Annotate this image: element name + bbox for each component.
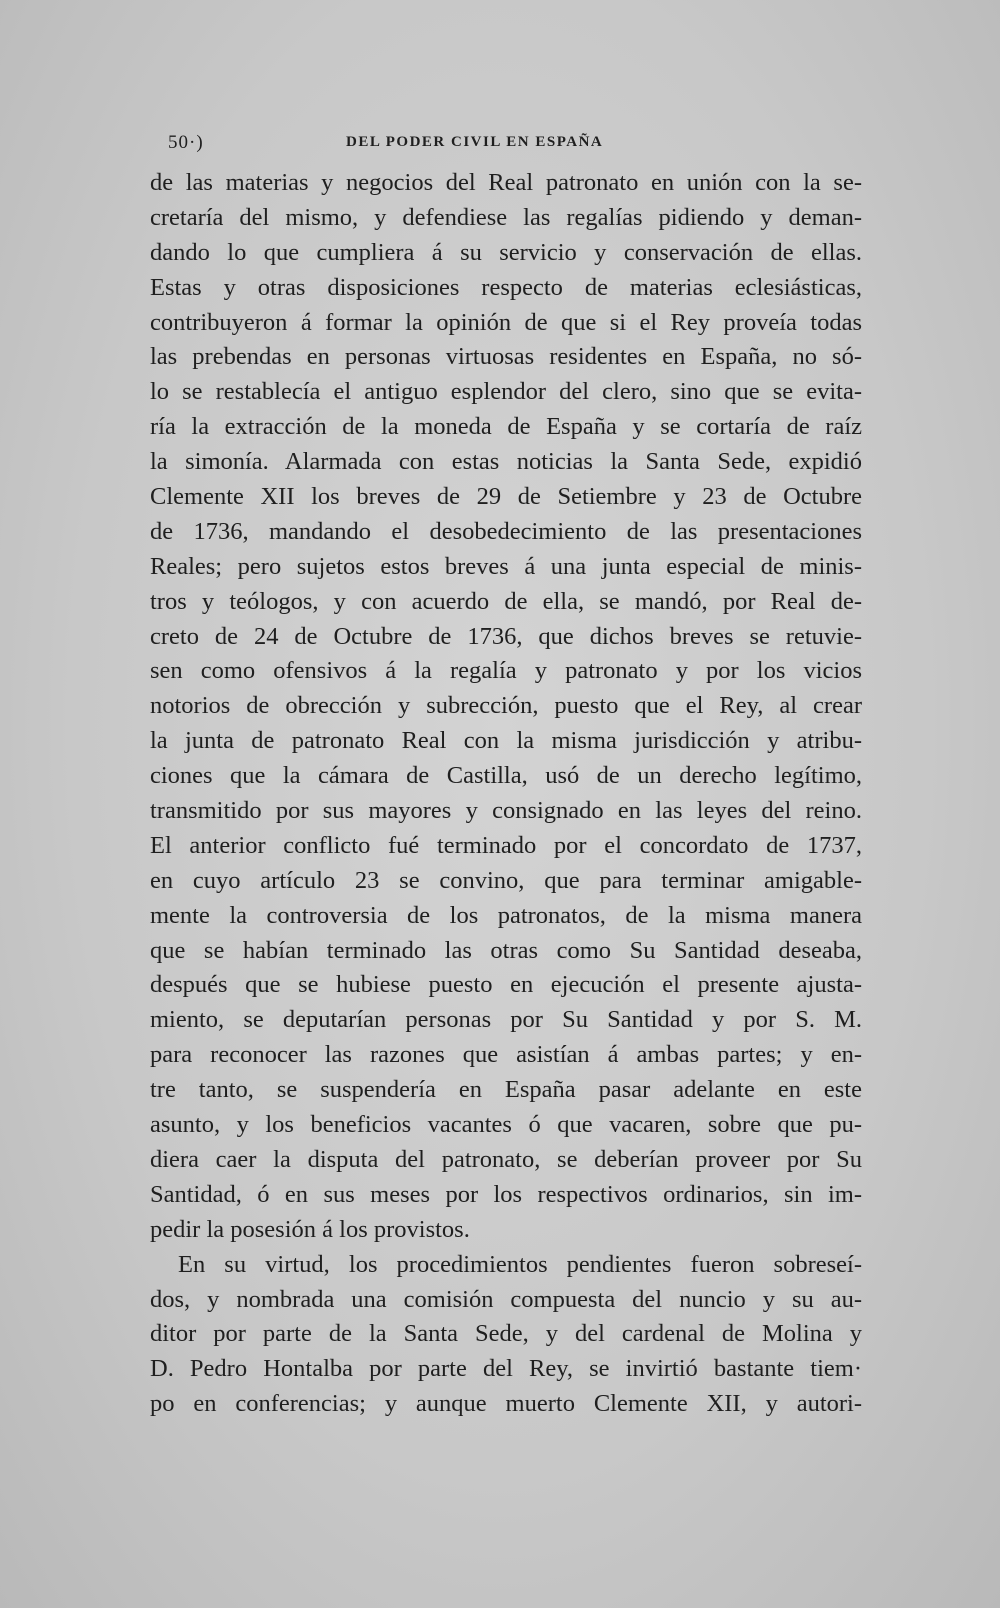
text-line: Santidad, ó en sus meses por los respectivos ordinarios, sin im-: [150, 1180, 862, 1208]
paragraph-start-line: En su virtud, los procedimientos pendientes fueron sobreseí-: [178, 1250, 862, 1278]
text-line: sen como ofensivos á la regalía y patronato y por los vicios: [150, 657, 862, 685]
text-line: tros y teólogos, y con acuerdo de ella, se mandó, por Real de-: [150, 587, 862, 615]
text-line: ditor por parte de la Santa Sede, y del cardenal de Molina y: [150, 1320, 862, 1348]
text-line: transmitido por sus mayores y consignado en las leyes del reino.: [150, 797, 862, 825]
text-line: creto de 24 de Octubre de 1736, que dichos breves se retuvie-: [150, 622, 862, 650]
text-line: tre tanto, se suspendería en España pasar adelante en este: [150, 1076, 862, 1104]
text-line: de las materias y negocios del Real patronato en unión con la se-: [150, 169, 862, 196]
text-line: Clemente XII los breves de 29 de Setiembre y 23 de Octubre: [150, 483, 862, 511]
text-line: notorios de obrección y subrección, puesto que el Rey, al crear: [150, 692, 862, 720]
text-line: dando lo que cumpliera á su servicio y conservación de ellas.: [150, 238, 862, 266]
text-line: que se habían terminado las otras como Su Santidad deseaba,: [150, 936, 862, 964]
text-line: mente la controversia de los patronatos, de la misma manera: [150, 901, 862, 929]
text-line: cretaría del mismo, y defendiese las regalías pidiendo y deman-: [150, 203, 862, 231]
body-text: [150, 166, 862, 1422]
text-line: Reales; pero sujetos estos breves á una junta especial de minis-: [150, 552, 862, 580]
text-line: El anterior conflicto fué terminado por el concordato de 1737,: [150, 831, 862, 859]
text-line: de 1736, mandando el desobedecimiento de las presentaciones: [150, 517, 862, 545]
running-title: DEL PODER CIVIL EN ESPAÑA: [346, 134, 604, 150]
text-line: la simonía. Alarmada con estas noticias la Santa Sede, expidió: [150, 448, 862, 476]
running-head: [168, 132, 858, 156]
text-line: para reconocer las razones que asistían á ambas partes; y en-: [150, 1041, 862, 1069]
text-line: asunto, y los beneficios vacantes ó que vacaren, sobre que pu-: [150, 1111, 862, 1139]
text-line: po en conferencias; y aunque muerto Clemente XII, y autori-: [150, 1390, 862, 1418]
text-line: ría la extracción de la moneda de España y se cortaría de raíz: [150, 413, 862, 441]
text-line: contribuyeron á formar la opinión de que si el Rey proveía todas: [150, 308, 862, 336]
text-line: las prebendas en personas virtuosas residentes en España, no só-: [150, 343, 862, 371]
text-line: la junta de patronato Real con la misma jurisdicción y atribu-: [150, 727, 862, 755]
text-line: dos, y nombrada una comisión compuesta del nuncio y su au-: [150, 1285, 862, 1313]
text-line: lo se restablecía el antiguo esplendor del clero, sino que se evita-: [150, 378, 862, 406]
text-line: después que se hubiese puesto en ejecución el presente ajusta-: [150, 971, 862, 999]
text-line: ciones que la cámara de Castilla, usó de un derecho legítimo,: [150, 762, 862, 790]
text-line: en cuyo artículo 23 se convino, que para terminar amigable-: [150, 866, 862, 894]
text-line: diera caer la disputa del patronato, se deberían proveer por Su: [150, 1145, 862, 1173]
paragraph-end-line: pedir la posesión á los provistos.: [150, 1215, 470, 1243]
text-line: D. Pedro Hontalba por parte del Rey, se invirtió bastante tiem·: [150, 1355, 862, 1383]
page-number: 50·): [168, 132, 204, 153]
text-line: miento, se deputarían personas por Su Santidad y por S. M.: [150, 1006, 862, 1034]
text-line: Estas y otras disposiciones respecto de materias eclesiásticas,: [150, 273, 862, 301]
